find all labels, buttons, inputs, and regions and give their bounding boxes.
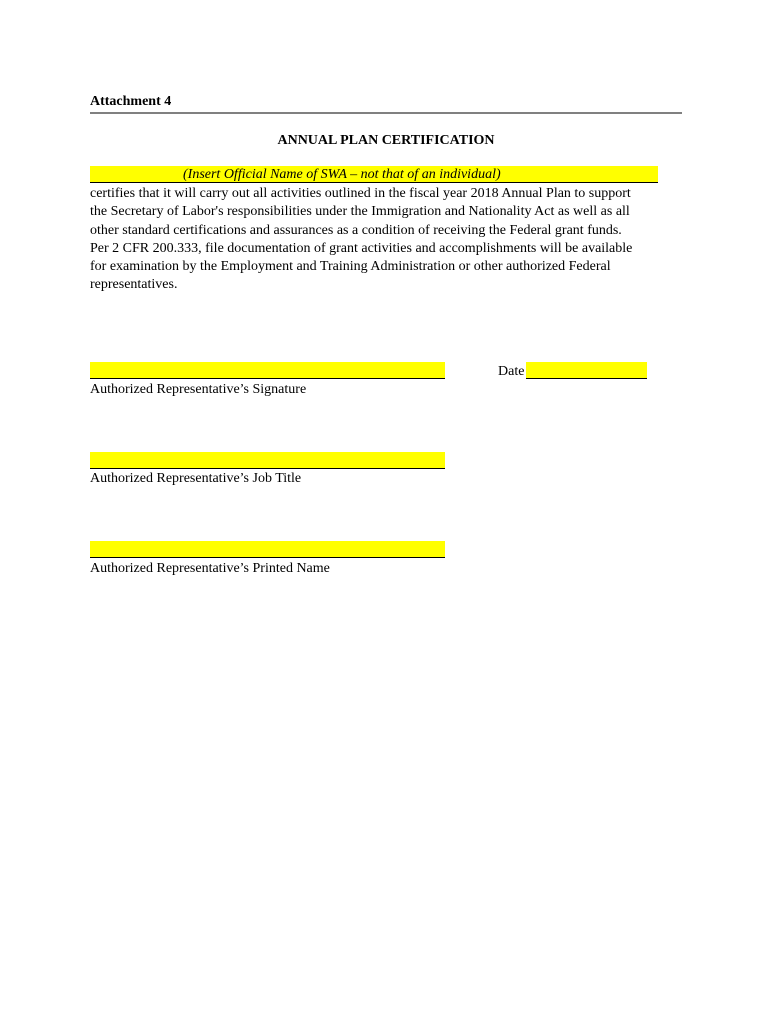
swa-name-placeholder: (Insert Official Name of SWA – not that of an individual) <box>183 167 501 182</box>
signature-field[interactable] <box>90 362 445 379</box>
date-field[interactable] <box>526 362 647 379</box>
certification-paragraph <box>90 185 686 295</box>
paragraph-line: representatives. <box>90 277 178 293</box>
swa-name-field[interactable] <box>90 166 658 183</box>
attachment-header: Attachment 4 <box>90 94 682 114</box>
paragraph-line: Per 2 CFR 200.333, file documentation of grant activities and accomplishments will be available <box>90 240 633 256</box>
paragraph-line: certifies that it will carry out all activities outlined in the fiscal year 2018 Annual Plan to support <box>90 186 631 201</box>
paragraph-line: for examination by the Employment and Training Administration or other authorized Federal <box>90 259 611 275</box>
printed-name-field[interactable] <box>90 541 445 558</box>
paragraph-line: the Secretary of Labor's responsibilities under the Immigration and Nationality Act as well as all <box>90 204 630 220</box>
job-title-label: Authorized Representative’s Job Title <box>90 471 302 486</box>
signature-label: Authorized Representative’s Signature <box>90 382 307 397</box>
job-title-field[interactable] <box>90 452 445 469</box>
page-title: ANNUAL PLAN CERTIFICATION <box>277 133 495 148</box>
paragraph-line: other standard certifications and assurances as a condition of receiving the Federal grant funds. <box>90 222 622 238</box>
printed-name-label: Authorized Representative’s Printed Name <box>90 561 330 576</box>
date-label: Date <box>498 364 525 379</box>
